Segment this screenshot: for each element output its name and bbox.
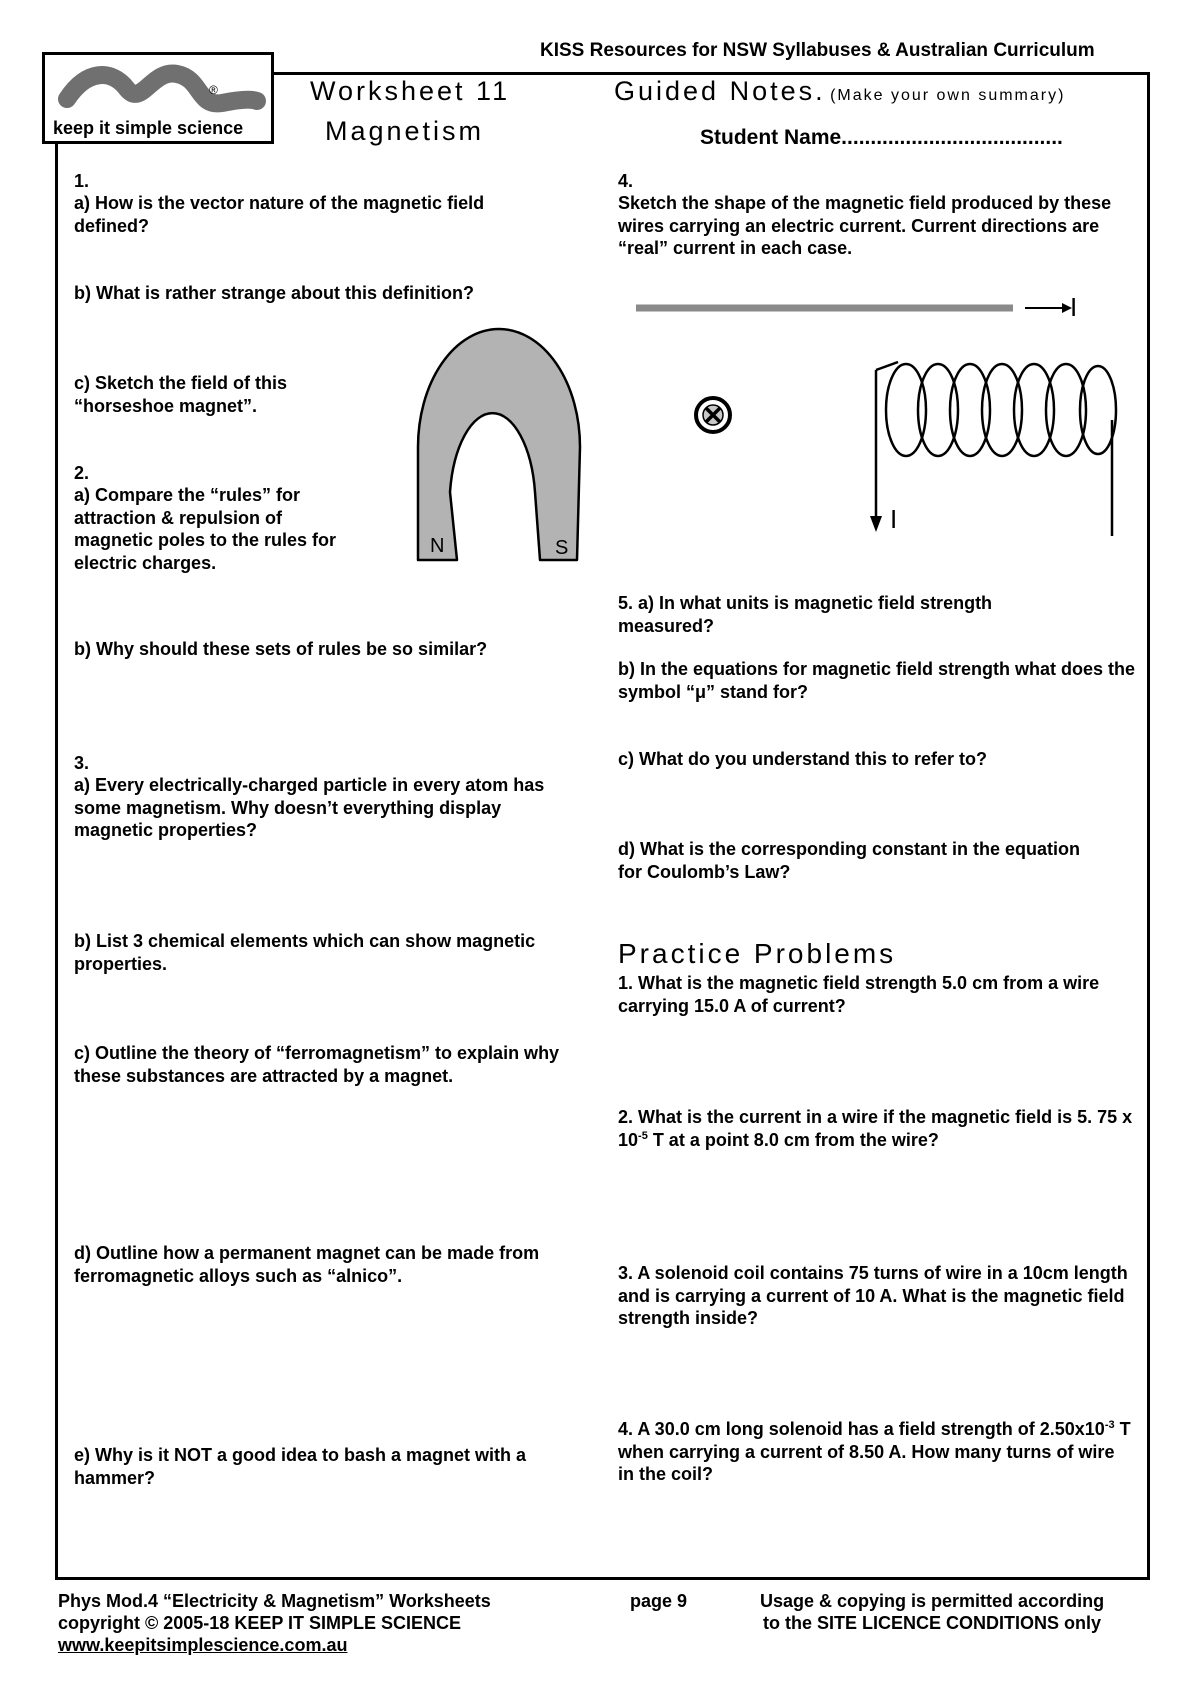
q1-number: 1. [74,171,90,191]
current-label-straight: I [1070,292,1078,322]
solenoid-coil [876,362,1116,536]
current-diagrams [600,270,1120,550]
north-pole-label: N [430,535,445,557]
q4: Sketch the shape of the magnetic field produced by these wires carrying an electric current. Current directions are “real” current in each case. [618,193,1112,258]
practice-1: 1. What is the magnetic field strength 5.0 cm from a wire carrying 15.0 A of current? [618,973,1100,1016]
current-label-solenoid: I [890,504,898,534]
q5a: 5. a) In what units is magnetic field strength measured? [618,593,993,636]
footer-usage-1: Usage & copying is permitted according [760,1591,1105,1611]
logo-wave-icon [57,59,267,117]
footer-course: Phys Mod.4 “Electricity & Magnetism” Worksheets [58,1591,491,1611]
q1a: a) How is the vector nature of the magnetic field defined? [74,193,485,236]
horseshoe-magnet [405,322,595,564]
q3a: a) Every electrically-charged particle in every atom has some magnetism. Why doesn’t everything display magnetic properties? [74,775,545,840]
q2-number: 2. [74,463,90,483]
magnet-body [418,329,580,560]
registered-mark: ® [209,83,218,97]
q3b: b) List 3 chemical elements which can show magnetic properties. [74,931,536,974]
wire-into-page-icon [696,398,730,432]
south-pole-label: S [555,537,569,559]
guided-notes-label: Guided Notes. [614,76,826,106]
logo-text: keep it simple science [53,118,244,138]
footer-copyright: copyright © 2005-18 KEEP IT SIMPLE SCIENCE [58,1613,462,1633]
footer-website-link[interactable]: www.keepitsimplescience.com.au [58,1635,348,1655]
q2b: b) Why should these sets of rules be so similar? [74,639,488,659]
guided-notes-heading [614,76,1065,107]
guided-notes-sub: (Make your own summary) [830,87,1066,104]
q3e: e) Why is it NOT a good idea to bash a magnet with a hammer? [74,1445,527,1488]
q3-number: 3. [74,753,90,773]
q5b: b) In the equations for magnetic field strength what does the symbol “μ” stand for? [618,659,1136,702]
logo [42,52,274,144]
q1b: b) What is rather strange about this definition? [74,283,475,303]
q5d: d) What is the corresponding constant in the equation for Coulomb’s Law? [618,839,1081,882]
q1c: c) Sketch the field of this “horseshoe magnet”. [74,373,288,416]
q3c: c) Outline the theory of “ferromagnetism” to explain why these substances are attracted by a magnet. [74,1043,560,1086]
practice-3: 3. A solenoid coil contains 75 turns of wire in a 10cm length and is carrying a current of 10 A. What is the magnetic field strength inside? [618,1263,1128,1328]
header-resource-title: KISS Resources for NSW Syllabuses & Australian Curriculum [540,40,1095,61]
practice-problems-heading: Practice Problems [618,938,897,969]
q2a: a) Compare the “rules” for attraction & repulsion of magnetic poles to the rules for electric charges. [74,485,337,573]
footer-left [58,1590,491,1656]
worksheet-title: Worksheet 11 [310,76,511,106]
solenoid-current-arrow-icon [870,516,882,532]
footer-licence [760,1590,1104,1634]
q4-number: 4. [618,171,634,191]
practice-4: 4. A 30.0 cm long solenoid has a field strength of $2.50x10^{-3}$ T when carrying a current of 8.50 A. How many turns of wire in the coil? [618,1419,1131,1484]
q5c: c) What do you understand this to refer to? [618,749,987,769]
worksheet-topic: Magnetism [325,116,485,146]
footer-usage-2: to the SITE LICENCE CONDITIONS only [763,1613,1102,1633]
q3d: d) Outline how a permanent magnet can be made from ferromagnetic alloys such as “alnico”. [74,1243,540,1286]
page-number: page 9 [630,1591,688,1611]
student-name-field[interactable]: Student Name...................................... [700,126,1063,149]
practice-2: 2. What is the current in a wire if the magnetic field is 5. 75 x $10^{-5}$ T at a point 8.0 cm from the wire? [618,1107,1133,1150]
